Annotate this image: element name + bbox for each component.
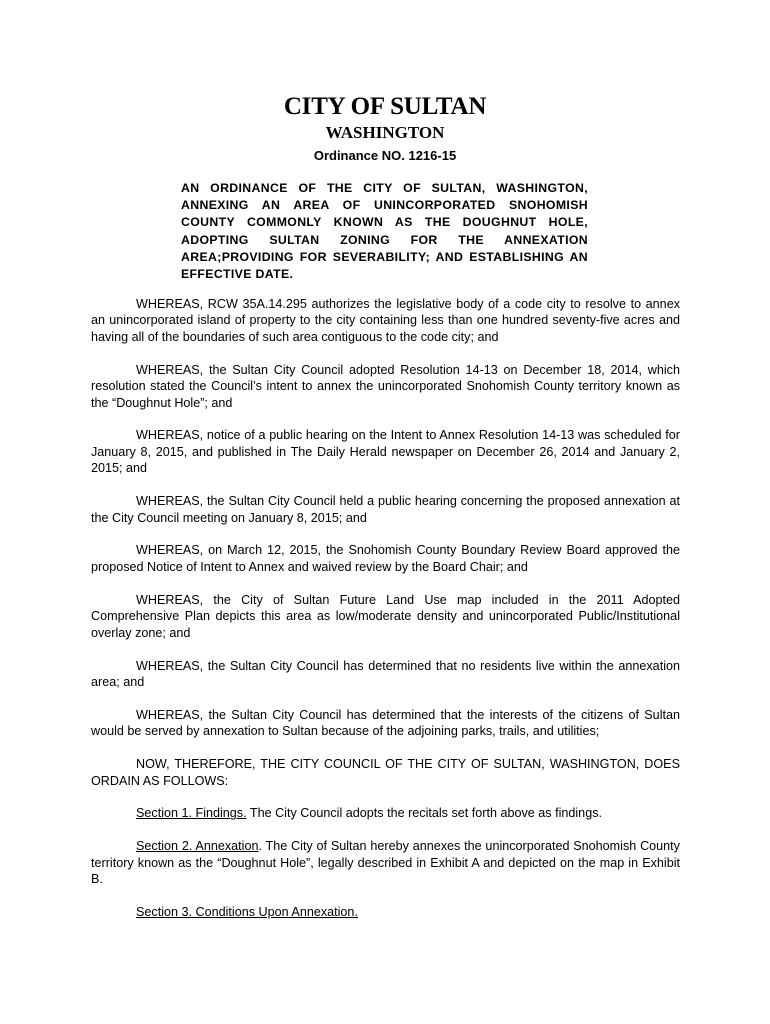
section-1-paragraph (91, 805, 680, 821)
city-title: CITY OF SULTAN (283, 93, 487, 120)
recital-paragraph: WHEREAS, on March 12, 2015, the Snohomish County Boundary Review Board approved the proposed Notice of Intent to Annex and waived review by the Board Chair; and (91, 543, 680, 574)
recital-paragraph: WHEREAS, notice of a public hearing on the Intent to Annex Resolution 14-13 was scheduled for January 8, 2015, and published in The Daily Herald newspaper on December 26, 2014 and January 2, 2015; and (91, 428, 680, 476)
section-3-heading: Section 3. Conditions Upon Annexation. (136, 905, 358, 920)
section-3-paragraph (91, 904, 680, 920)
section-1-heading: Section 1. Findings. (136, 806, 247, 821)
recital-paragraph: WHEREAS, the Sultan City Council has determined that no residents live within the annexation area; and (91, 658, 680, 689)
state-subtitle: WASHINGTON (325, 123, 445, 142)
section-2-heading: Section 2. Annexation (136, 839, 259, 854)
recital-paragraph: WHEREAS, the City of Sultan Future Land Use map included in the 2011 Adopted Comprehensive Plan depicts this area as low/moderate density and unincorporated Public/Institutional overlay zone; and (91, 592, 680, 640)
section-2-paragraph (91, 838, 680, 887)
recital-paragraph: WHEREAS, the Sultan City Council adopted Resolution 14-13 on December 18, 2014, which resolution stated the Council’s intent to annex the unincorporated Snohomish County territory known as the “Doughnut Hole”; and (91, 362, 680, 410)
ordinance-caption: AN ORDINANCE OF THE CITY OF SULTAN, WASHINGTON, ANNEXING AN AREA OF UNINCORPORATED SNOHOMISH COUNTY COMMONLY KNOWN AS THE DOUGHNUT HOLE, ADOPTING SULTAN ZONING FOR THE ANNEXATION AREA;PROVIDING FOR SEVERABILITY; AND ESTABLISHING AN EFFECTIVE DATE. (181, 181, 588, 282)
recital-paragraph: WHEREAS, the Sultan City Council has determined that the interests of the citizens of Sultan would be served by annexation to Sultan because of the adjoining parks, trails, and utilities; (91, 707, 680, 739)
enacting-clause: NOW, THEREFORE, THE CITY COUNCIL OF THE CITY OF SULTAN, WASHINGTON, DOES ORDAIN AS FOLLOWS: (91, 757, 680, 788)
recital-paragraph: WHEREAS, RCW 35A.14.295 authorizes the legislative body of a code city to resolve to annex an unincorporated island of property to the city containing less than one hundred seventy-five acres and having all of the boundaries of such area contiguous to the code city; and (91, 297, 680, 344)
recital-paragraph: WHEREAS, the Sultan City Council held a public hearing concerning the proposed annexation at the City Council meeting on January 8, 2015; and (91, 494, 680, 525)
ordinance-body (91, 296, 680, 937)
ordinance-number: Ordinance NO. 1216-15 (313, 148, 457, 163)
section-1-text: The City Council adopts the recitals set forth above as findings. (246, 806, 602, 821)
section-2-text: . The City of Sultan hereby annexes the unincorporated Snohomish County territory known as the “Doughnut Hole”, legally described in Exhibit A and depicted on the map in Exhibit B. (91, 839, 680, 887)
